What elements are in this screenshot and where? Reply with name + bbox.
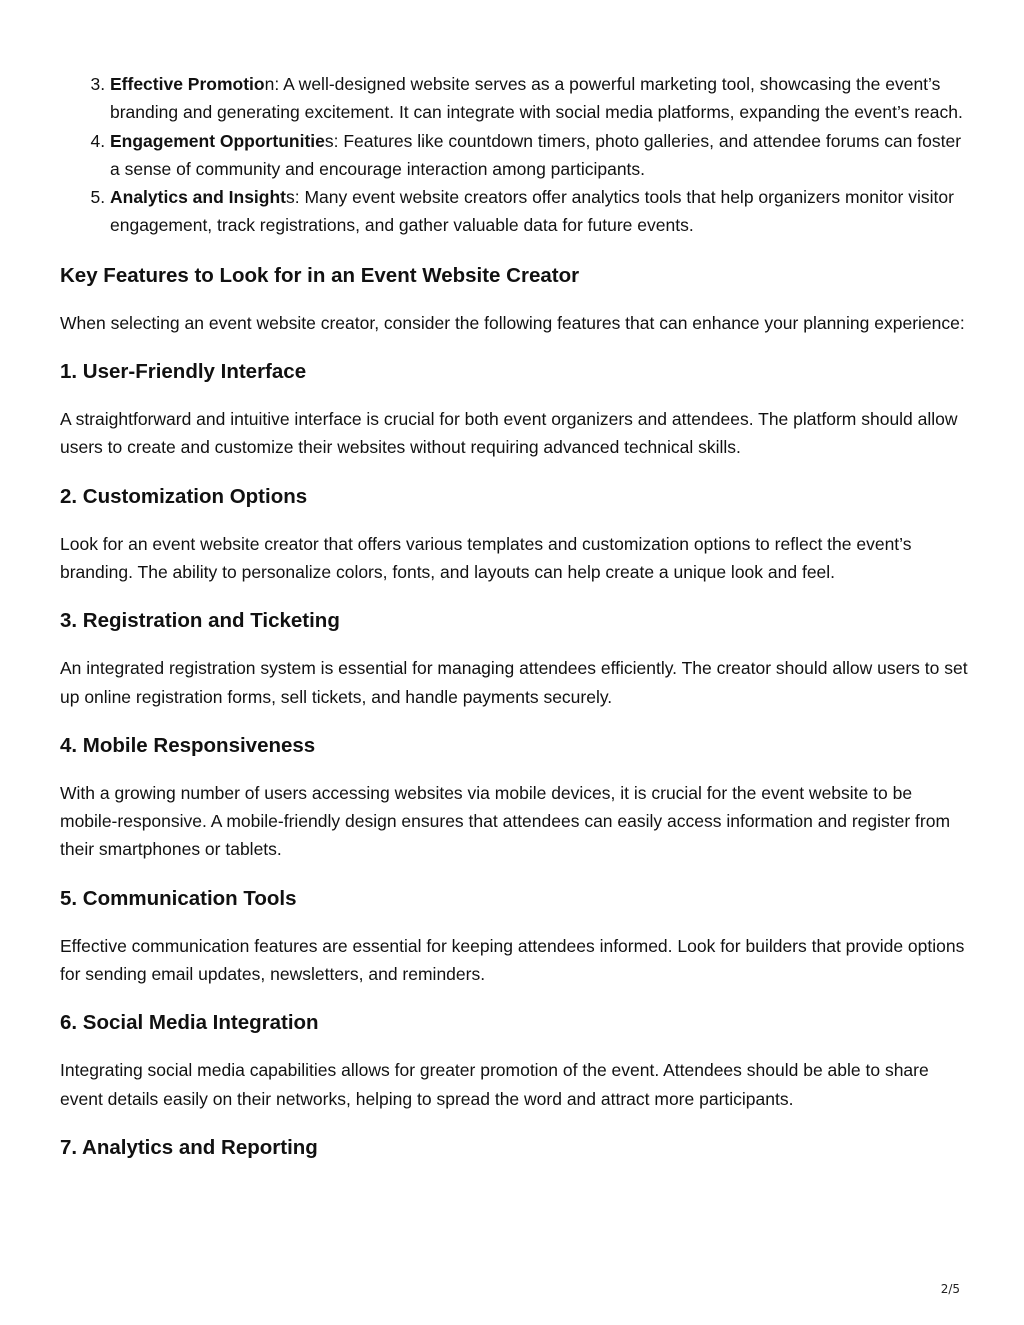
page-number: 2/5 [940, 1282, 960, 1296]
list-item-text: n: A well-designed website serves as a powerful marketing tool, showcasing the event’s branding and generating excitement. It can integrate with social media platforms, expanding the event’s reach. [110, 74, 963, 123]
list-item-text: s: Features like countdown timers, photo galleries, and attendee forums can foster a sense of community and encourage interaction among participants. [110, 130, 962, 179]
feature-heading: 6. Social Media Integration [60, 1011, 319, 1035]
feature-heading: 2. Customization Options [60, 484, 308, 508]
feature-text: Look for an event website creator that offers various templates and customization options to reflect the event’s branding. The ability to personalize colors, fonts, and layouts can help create a unique look and feel. [60, 533, 912, 582]
feature-heading: 4. Mobile Responsiveness [60, 733, 316, 757]
list-item-bold: Engagement Opportunitie [110, 130, 325, 151]
feature-heading: 7. Analytics and Reporting [60, 1135, 318, 1159]
feature-heading: 5. Communication Tools [60, 886, 297, 910]
feature-text: Integrating social media capabilities allows for greater promotion of the event. Attendees should be able to share event details easily on their networks, helping to spread the word and attract more participants. [60, 1060, 929, 1109]
document-page [60, 70, 970, 1162]
feature-text: An integrated registration system is essential for managing attendees efficiently. The creator should allow users to set up online registration forms, sell tickets, and handle payments securely. [60, 658, 968, 707]
section-intro: When selecting an event website creator, consider the following features that can enhance your planning experience: [60, 312, 965, 333]
feature-text: Effective communication features are essential for keeping attendees informed. Look for builders that provide options for sending email updates, newsletters, and reminders. [60, 935, 965, 985]
list-item [110, 127, 970, 184]
benefits-list [60, 70, 970, 240]
list-item [110, 70, 970, 127]
feature-text: A straightforward and intuitive interface is crucial for both event organizers and attendees. The platform should allow users to create and customize their websites without requiring advanced technical skills. [60, 409, 958, 458]
list-item-bold: Analytics and Insight [110, 187, 286, 208]
section-heading: Key Features to Look for in an Event Website Creator [60, 263, 580, 287]
list-item-text: s: Many event website creators offer analytics tools that help organizers monitor visitor engagement, track registrations, and gather valuable data for future events. [110, 187, 954, 236]
feature-text: With a growing number of users accessing websites via mobile devices, it is crucial for the event website to be mobile-responsive. A mobile-friendly design ensures that attendees can easily access information and register from their smartphones or tablets. [60, 782, 951, 860]
list-item [110, 183, 970, 240]
feature-heading: 3. Registration and Ticketing [60, 609, 340, 633]
list-item-bold: Effective Promotio [110, 74, 265, 94]
feature-heading: 1. User-Friendly Interface [60, 360, 307, 384]
